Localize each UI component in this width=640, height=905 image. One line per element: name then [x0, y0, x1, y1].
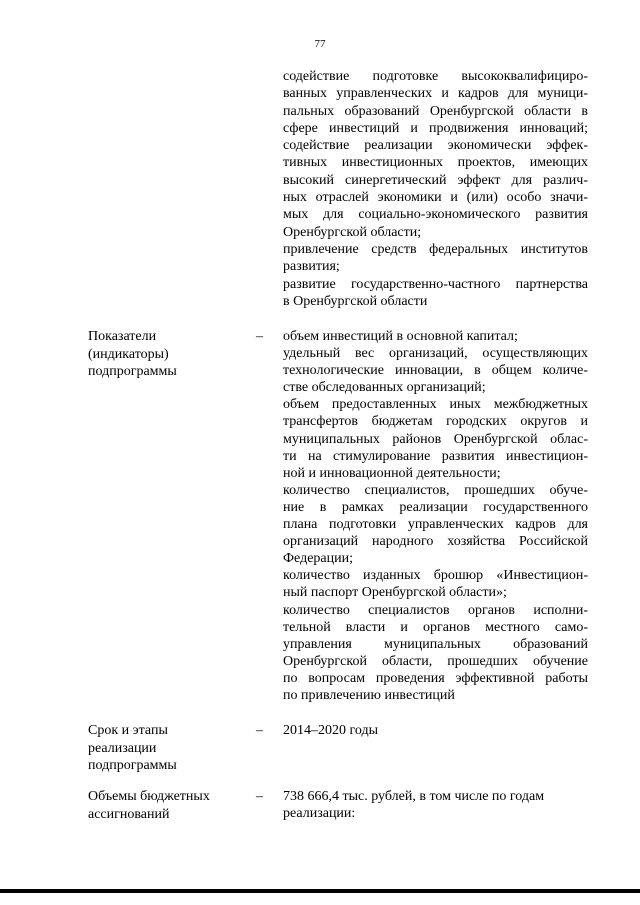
row-label [88, 788, 238, 823]
value-line: ный паспорт Оренбургской области»; [283, 585, 507, 601]
value-line: 738 666,4 тыс. рублей, в том числе по годам [283, 789, 545, 804]
value-line: ние в рамках реализации государственного [283, 499, 588, 515]
row-value [283, 788, 588, 822]
label-line: подпрограммы [88, 758, 177, 773]
text-line: тивных инвестиционных проектов, имеющих [283, 155, 588, 171]
value-line: управления муниципальных образований [283, 636, 588, 652]
value-line: количество изданных брошюр «Инвестицион- [283, 568, 588, 584]
row-label [88, 328, 238, 381]
label-line: ассигнований [88, 806, 170, 822]
text-line: мых для социально-экономического развития [283, 207, 588, 223]
value-line: стве обследованных организаций; [283, 380, 486, 396]
row-dash: – [256, 789, 263, 804]
row-value [283, 722, 588, 739]
label-line: Объемы бюджетных [88, 789, 210, 804]
row-label [88, 722, 238, 775]
value-line: ной и инновационной деятельности; [283, 465, 501, 481]
value-line: муниципальных районов Оренбургской облас- [283, 431, 588, 447]
value-line: Федерации; [283, 551, 354, 567]
bottom-divider [0, 889, 640, 893]
text-line: в Оренбургской области [283, 293, 428, 309]
text-line: развитие государственно-частного партнерства [283, 276, 588, 292]
value-line: плана подготовки управленческих кадров для [283, 517, 588, 533]
value-line: по привлечению инвестиций [283, 687, 455, 703]
row-dash: – [256, 329, 263, 344]
value-line: Оренбургской области, прошедших обучение [283, 653, 588, 669]
value-line: объем инвестиций в основной капитал; [283, 329, 518, 344]
text-line: привлечение средств федеральных институтов [283, 241, 588, 257]
row-value [283, 328, 588, 704]
text-line: ных отраслей экономики и (или) особо значи- [283, 190, 588, 206]
page-number: 77 [314, 38, 326, 50]
value-line: 2014–2020 годы [283, 723, 379, 738]
value-line: количество специалистов, прошедших обуче- [283, 482, 588, 498]
text-line: содействие подготовке высококвалифициро- [283, 69, 588, 84]
value-line: технологические инновации, в общем количе- [283, 363, 588, 379]
label-line: Срок и этапы [88, 723, 168, 738]
value-line: тельной власти и органов местного само- [283, 619, 588, 635]
text-line: пальных образований Оренбургской области в [283, 103, 588, 119]
value-line: объем предоставленных иных межбюджетных [283, 397, 588, 413]
label-line: Показатели [88, 329, 157, 344]
intro-text-block [283, 68, 588, 310]
text-line: Оренбургской области; [283, 224, 422, 240]
text-line: сфере инвестиций и продвижения инноваций; [283, 120, 588, 136]
label-line: (индикаторы) [88, 346, 169, 362]
value-line: удельный вес организаций, осуществляющих [283, 346, 588, 362]
row-dash: – [256, 723, 263, 738]
text-line: ванных управленческих и кадров для муници- [283, 86, 588, 102]
value-line: организаций народного хозяйства Российской [283, 534, 588, 550]
value-line: трансфертов бюджетам городских округов и [283, 414, 588, 430]
value-line: по вопросам проведения эффективной работы [283, 670, 588, 686]
value-line: реализации: [283, 806, 356, 822]
label-line: реализации [88, 740, 157, 756]
text-line: высокий синергетический эффект для различ- [283, 172, 588, 188]
text-line: развития; [283, 259, 340, 275]
value-line: количество специалистов органов исполни- [283, 602, 588, 618]
value-line: ти на стимулирование развития инвестицион- [283, 448, 588, 464]
text-line: содействие реализации экономически эффек- [283, 138, 588, 154]
label-line: подпрограммы [88, 364, 177, 379]
